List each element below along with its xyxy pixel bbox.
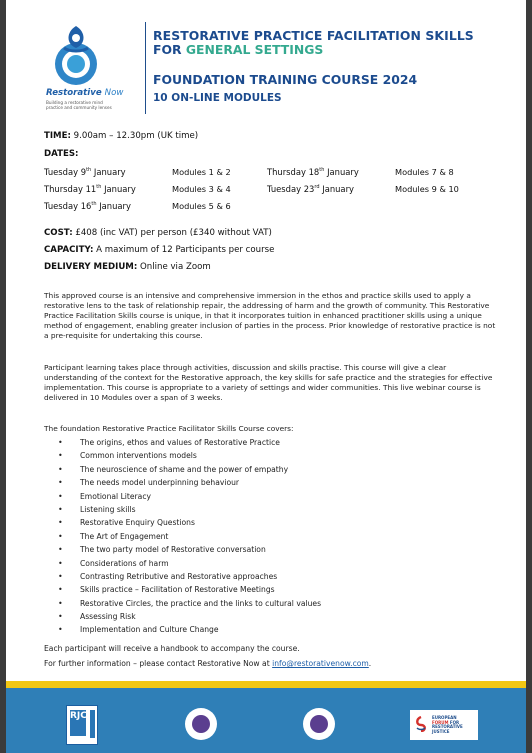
learning-paragraph: Participant learning takes place through activities, discussion and skills practise. This course will give a clear understanding of the context for the Restorative approach, the key skills for safe practice and the strategies for effective implementation. This course is appropriate to a variety of settings and wider communities. This live webinar course is delivered in 10 Modules over a span of 3 weeks. [44,363,493,402]
contact-line: For further information – please contact Restorative Now at info@restorativenow.com. [44,659,372,668]
list-item: • The two party model of Restorative conversation [58,543,321,556]
delivery-row: DELIVERY MEDIUM: Online via Zoom [44,262,211,272]
title-line-2: FOR GENERAL SETTINGS [153,42,324,57]
capacity-row: CAPACITY: A maximum of 12 Participants per course [44,245,275,255]
list-item: • The needs model underpinning behaviour [58,476,321,489]
accreditation-badge-icon [185,708,217,740]
handbook-note: Each participant will receive a handbook to accompany the course. [44,644,300,653]
covers-intro: The foundation Restorative Practice Facilitator Skills Course covers: [44,424,294,433]
header-divider [145,22,146,114]
date-entry: Thursday 11th January [44,184,136,194]
date-modules: Modules 5 & 6 [172,201,231,211]
date-modules: Modules 7 & 8 [395,167,454,177]
dates-label: DATES: [44,149,79,159]
date-modules: Modules 9 & 10 [395,184,459,194]
list-item: • Listening skills [58,503,321,516]
list-item: • The Art of Engagement [58,530,321,543]
list-item: • Emotional Literacy [58,490,321,503]
date-modules: Modules 1 & 2 [172,167,231,177]
contact-email-link[interactable]: info@restorativenow.com [272,659,369,668]
list-item: • The neuroscience of shame and the power of empathy [58,463,321,476]
intro-paragraph: This approved course is an intensive and comprehensive immersion in the ethos and practice skills used to apply a restorative lens to the task of relationship repair, the addressing of harm and the growth of community. This Restorative Practice Facilitation Skills course is unique, in that it incorporates tuition in enhanced practitioner skills using a unique method of engagement, enabling greater inclusion of parties in the process. Prior knowledge of restorative practice is not a pre-requisite for undertaking this course. [44,291,496,340]
date-entry: Tuesday 23rd January [267,184,354,194]
date-entry: Thursday 18th January [267,167,359,177]
date-entry: Tuesday 9th January [44,167,126,177]
list-item: • Considerations of harm [58,557,321,570]
list-item: • Common interventions models [58,449,321,462]
cost-row: COST: £408 (inc VAT) per person (£340 without VAT) [44,228,272,238]
date-modules: Modules 3 & 4 [172,184,231,194]
topics-list [58,436,321,637]
european-forum-logo: EUROPEAN FORUM FOR RESTORATIVE JUSTICE [410,710,478,740]
course-title: FOUNDATION TRAINING COURSE 2024 [153,72,418,87]
list-item: • Contrasting Retributive and Restorative approaches [58,570,321,583]
modules-subtitle: 10 ON-LINE MODULES [153,92,282,104]
accreditation-badge-icon [303,708,335,740]
flyer-page [6,0,526,753]
rjc-logo: RJC [66,705,98,745]
date-entry: Tuesday 16th January [44,201,131,211]
koru-logo-icon [48,22,104,86]
swirl-logo-icon [414,716,428,732]
list-item: • Implementation and Culture Change [58,623,321,636]
footer-yellow-band [6,681,526,688]
list-item: • Restorative Circles, the practice and the links to cultural values [58,597,321,610]
list-item: • Skills practice – Facilitation of Restorative Meetings [58,583,321,596]
title-highlight: GENERAL SETTINGS [185,42,324,57]
logo-name: Restorative Now [46,88,124,98]
list-item: • Restorative Enquiry Questions [58,516,321,529]
list-item: • The origins, ethos and values of Restorative Practice [58,436,321,449]
logo-tagline: Building a restorative mind practice and community lenses [46,100,112,110]
time-row: TIME: 9.00am – 12.30pm (UK time) [44,131,199,141]
title-line-1: RESTORATIVE PRACTICE FACILITATION SKILLS [153,28,474,43]
list-item: • Assessing Risk [58,610,321,623]
